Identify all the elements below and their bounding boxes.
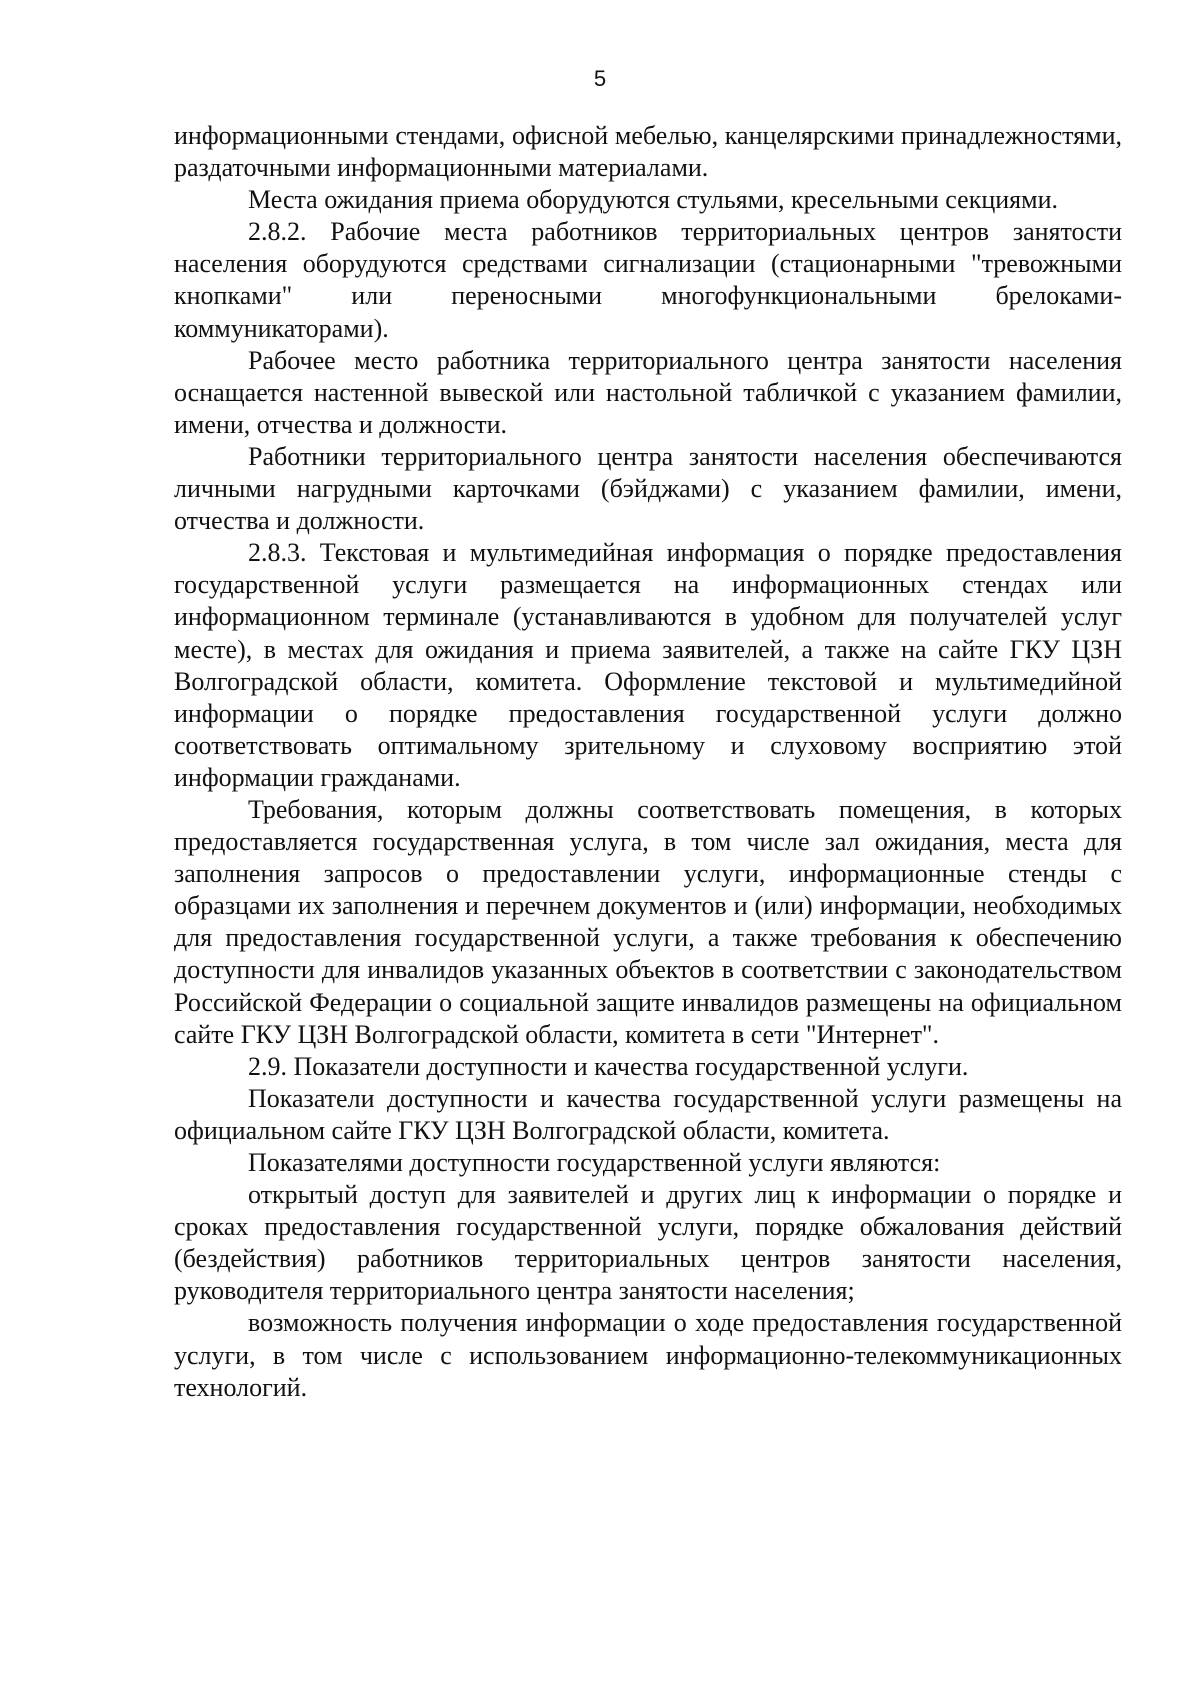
paragraph-2-8-2: 2.8.2. Рабочие места работников территориальных центров занятости населения оборудуются средствами сигнализации (стационарными "тревожными кнопками" или переносными многофункциональными брелоками-коммуникаторами).	[174, 217, 1122, 343]
paragraph-open-access: открытый доступ для заявителей и других лиц к информации о порядке и сроках предоставления государственной услуги, порядке обжалования действий (бездействия) работников территориальных центров занятости населения, руководителя территориального центра занятости населения;	[174, 1180, 1122, 1306]
paragraph-continuation: информационными стендами, офисной мебелью, канцелярскими принадлежностями, раздаточными информационными материалами.	[174, 121, 1122, 183]
paragraph-accessibility-intro: Показателями доступности государственной услуги являются:	[248, 1148, 941, 1177]
paragraph-badges: Работники территориального центра занятости населения обеспечиваются личными нагрудными карточками (бэйджами) с указанием фамилии, имени, отчества и должности.	[174, 441, 1122, 536]
paragraph-workplace-sign: Рабочее место работника территориального центра занятости населения оснащается настенной вывеской или настольной табличкой с указанием фамилии, имени, отчества и должности.	[174, 345, 1122, 439]
paragraph-2-8-3: 2.8.3. Текстовая и мультимедийная информация о порядке предоставления государственной услуги размещается на информационных стендах или информационном терминале (устанавливаются в удобном для получателей услуг месте), в местах для ожидания и приема заявителей, а также на сайте ГКУ ЦЗН Волгоградской области, комитета. Оформление текстовой и мультимедийной информации о порядке предоставления государственной услуги должно соответствовать оптимальному зрительному и слуховому восприятию этой информации гражданами.	[174, 538, 1122, 792]
paragraph-progress-info: возможность получения информации о ходе предоставления государственной услуги, в том числе с использованием информационно-телекоммуникационных технологий.	[174, 1308, 1122, 1402]
paragraph-waiting-areas: Места ожидания приема оборудуются стульями, кресельными секциями.	[248, 185, 1058, 215]
paragraph-premises-requirements: Требования, которым должны соответствовать помещения, в которых предоставляется государственная услуга, в том числе зал ожидания, места для заполнения запросов о предоставлении услуги, информационные стенды с образцами их заполнения и перечнем документов и (или) информации, необходимых для предоставления государственной услуги, а также требования к обеспечению доступности для инвалидов указанных объектов в соответствии с законодательством Российской Федерации о социальной защите инвалидов размещены на официальном сайте ГКУ ЦЗН Волгоградской области, комитета в сети "Интернет".	[174, 794, 1122, 1049]
paragraph-2-9-heading: 2.9. Показатели доступности и качества государственной услуги.	[248, 1051, 969, 1081]
paragraph-indicators-published: Показатели доступности и качества государственной услуги размещены на официальном сайте ГКУ ЦЗН Волгоградской области, комитета.	[174, 1083, 1122, 1145]
document-body	[174, 120, 1122, 1404]
page-number: 5	[593, 66, 607, 91]
